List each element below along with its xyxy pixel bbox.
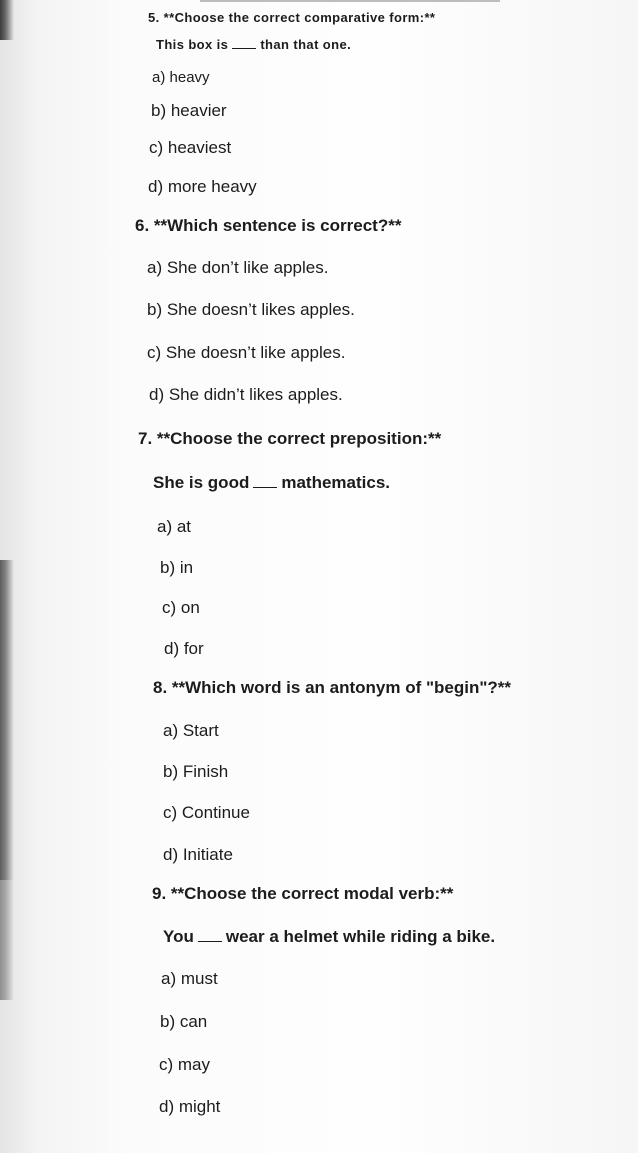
question-5-stem xyxy=(156,38,351,51)
paper-edge-rule xyxy=(200,0,500,2)
page-shadow-middle xyxy=(0,560,14,880)
question-6-option-d[interactable]: d) She didn’t likes apples. xyxy=(149,385,343,404)
question-6-option-b[interactable]: b) She doesn’t likes apples. xyxy=(147,300,355,319)
question-8-option-c[interactable]: c) Continue xyxy=(163,803,250,822)
question-9-stem-after: wear a helmet while riding a bike. xyxy=(225,927,496,946)
question-5-blank xyxy=(232,48,256,49)
question-7-option-c[interactable]: c) on xyxy=(162,598,200,617)
question-7-option-a[interactable]: a) at xyxy=(157,517,192,536)
question-8-option-b[interactable]: b) Finish xyxy=(163,762,229,781)
question-5-option-a[interactable]: a) heavy xyxy=(152,69,210,86)
page-shadow-lower xyxy=(0,880,14,1000)
question-9-blank xyxy=(198,941,222,942)
question-7-stem-before: She is good xyxy=(153,473,250,492)
question-9-option-d[interactable]: d) might xyxy=(159,1097,221,1116)
question-9-stem xyxy=(163,928,495,945)
question-7-blank xyxy=(253,487,277,488)
question-5-heading: 5. **Choose the correct comparative form:** xyxy=(148,10,436,25)
question-8-option-a[interactable]: a) Start xyxy=(163,721,219,740)
question-6-option-c[interactable]: c) She doesn’t like apples. xyxy=(147,343,346,362)
question-5-option-b[interactable]: b) heavier xyxy=(151,101,227,120)
question-5-stem-before: This box is xyxy=(156,37,229,52)
question-7-heading: 7. **Choose the correct preposition:** xyxy=(138,429,442,448)
question-9-stem-before: You xyxy=(163,927,194,946)
question-9-option-b[interactable]: b) can xyxy=(160,1012,208,1031)
question-9-option-c[interactable]: c) may xyxy=(159,1055,210,1074)
question-7-stem-after: mathematics. xyxy=(281,473,391,492)
question-8-heading: 8. **Which word is an antonym of "begin"?** xyxy=(153,678,512,697)
page-shadow-top xyxy=(0,0,14,40)
question-5-stem-after: than that one. xyxy=(260,37,352,52)
question-8-option-d[interactable]: d) Initiate xyxy=(163,845,233,864)
question-7-stem xyxy=(153,474,390,491)
question-9-option-a[interactable]: a) must xyxy=(161,969,218,988)
question-7-option-d[interactable]: d) for xyxy=(164,639,204,658)
question-9-heading: 9. **Choose the correct modal verb:** xyxy=(152,884,454,903)
question-7-option-b[interactable]: b) in xyxy=(160,558,194,577)
question-5-option-c[interactable]: c) heaviest xyxy=(149,138,232,157)
question-5-option-d[interactable]: d) more heavy xyxy=(148,177,257,196)
question-6-option-a[interactable]: a) She don’t like apples. xyxy=(147,258,329,277)
question-6-heading: 6. **Which sentence is correct?** xyxy=(135,216,402,235)
